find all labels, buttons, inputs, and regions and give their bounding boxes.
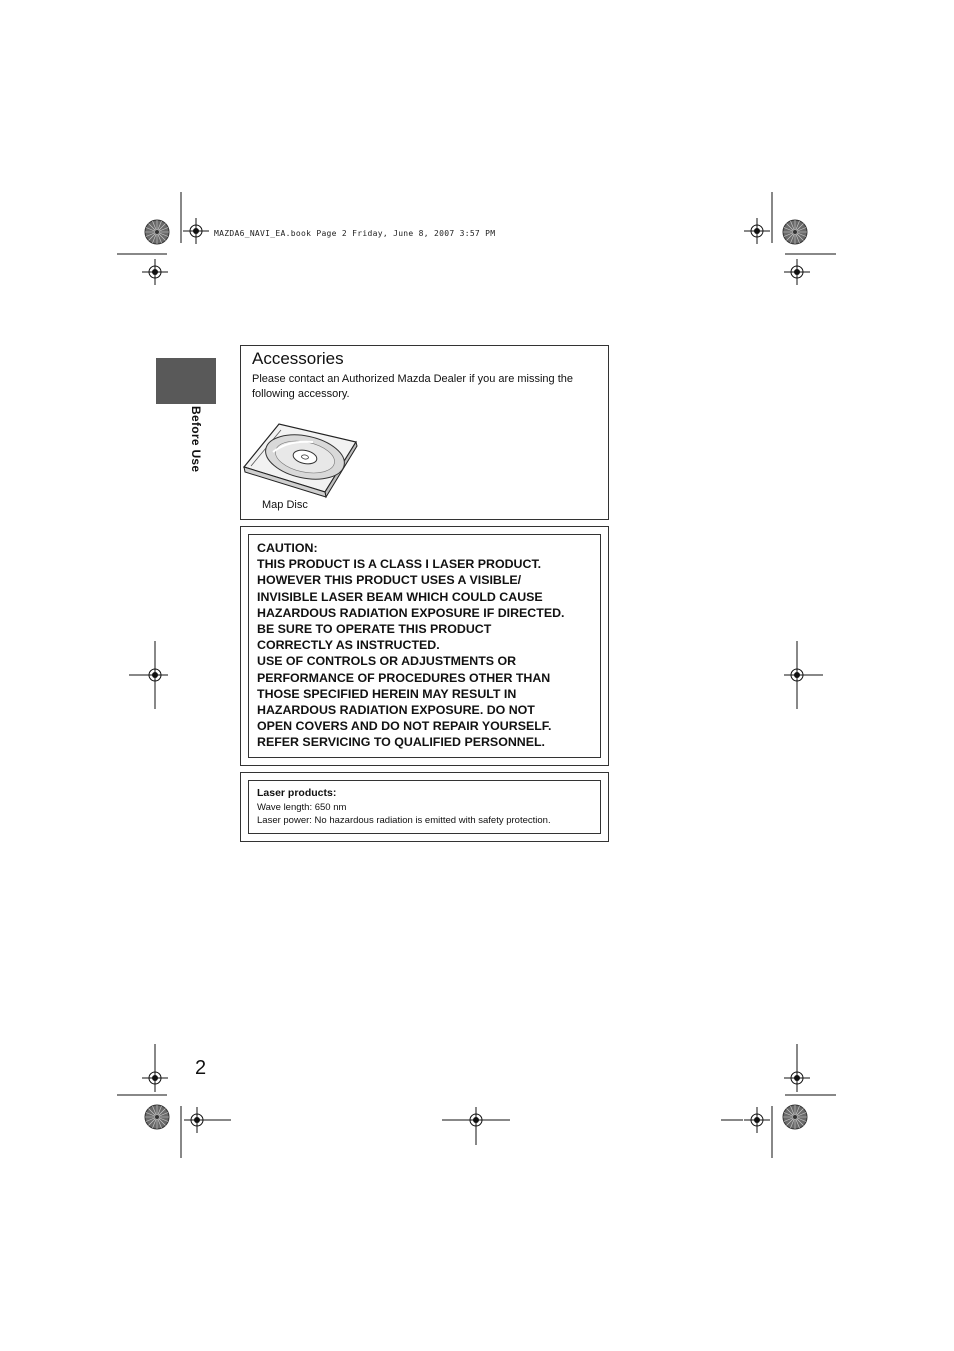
registration-mark-icon xyxy=(183,218,209,244)
map-disc-label: Map Disc xyxy=(262,499,308,511)
caution-line: THIS PRODUCT IS A CLASS I LASER PRODUCT. xyxy=(257,557,542,572)
registration-mark-icon xyxy=(784,259,810,285)
caution-line: THOSE SPECIFIED HEREIN MAY RESULT IN xyxy=(257,686,517,701)
caution-line: BE SURE TO OPERATE THIS PRODUCT xyxy=(257,622,492,637)
accessories-title: Accessories xyxy=(252,349,344,368)
caution-text xyxy=(257,540,597,751)
caution-line: USE OF CONTROLS OR ADJUSTMENTS OR xyxy=(257,654,517,669)
laser-power: Laser power: No hazardous radiation is emitted with safety protection. xyxy=(257,815,551,826)
accessories-box xyxy=(240,345,609,520)
section-tab xyxy=(156,358,216,404)
caution-box xyxy=(248,534,601,758)
laser-box xyxy=(248,780,601,834)
color-wheel-icon xyxy=(783,220,807,244)
page-number: 2 xyxy=(195,1057,207,1079)
laser-text xyxy=(257,787,551,828)
caution-line: OPEN COVERS AND DO NOT REPAIR YOURSELF. xyxy=(257,719,552,734)
caution-line: HAZARDOUS RADIATION EXPOSURE IF DIRECTED. xyxy=(257,605,565,620)
accessories-description: Please contact an Authorized Mazda Dealer if you are missing the following accessory. xyxy=(252,373,574,400)
registration-mark-icon xyxy=(184,1107,210,1133)
disc-case-icon xyxy=(243,422,361,500)
crop-lines-top-right xyxy=(772,192,836,254)
book-header-line: MAZDA6_NAVI_EA.book Page 2 Friday, June 8, 2007 3:57 PM xyxy=(214,229,496,238)
caution-line: CORRECTLY AS INSTRUCTED. xyxy=(257,638,440,653)
color-wheel-icon xyxy=(145,220,169,244)
caution-line: INVISIBLE LASER BEAM WHICH COULD CAUSE xyxy=(257,589,543,604)
registration-mark-icon xyxy=(744,218,770,244)
caution-line: HAZARDOUS RADIATION EXPOSURE. DO NOT xyxy=(257,703,535,718)
laser-wavelength: Wave length: 650 nm xyxy=(257,801,347,813)
color-wheel-icon xyxy=(783,1105,807,1129)
caution-heading: CAUTION: xyxy=(257,541,318,555)
caution-line: PERFORMANCE OF PROCEDURES OTHER THAN xyxy=(257,670,551,685)
laser-title: Laser products: xyxy=(257,787,337,799)
section-tab-label: Before Use xyxy=(189,406,203,473)
caution-line: REFER SERVICING TO QUALIFIED PERSONNEL. xyxy=(257,735,546,750)
registration-mark-icon xyxy=(142,259,168,285)
color-wheel-icon xyxy=(145,1105,169,1129)
registration-mark-icon xyxy=(744,1107,770,1133)
caution-line: HOWEVER THIS PRODUCT USES A VISIBLE/ xyxy=(257,573,522,588)
